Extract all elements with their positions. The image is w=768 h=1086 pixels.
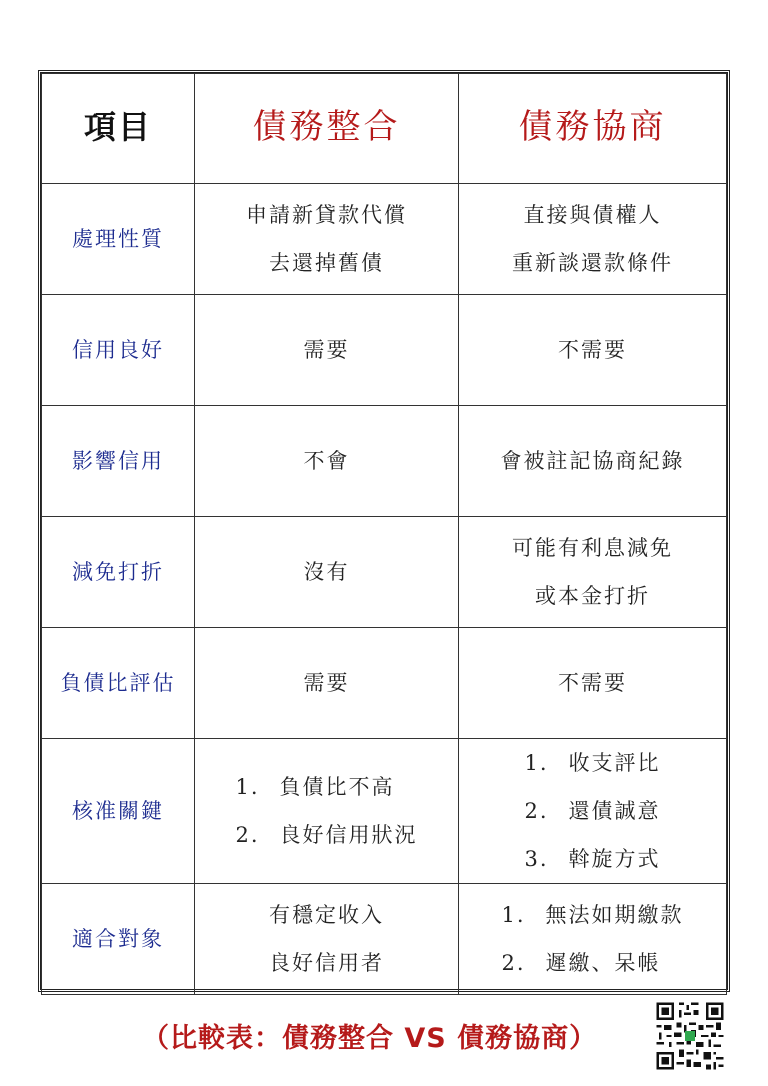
cell-negotiation: 不需要 [459,628,727,739]
row-label: 核准關鍵 [42,739,195,884]
table-row [42,517,727,628]
table-row [42,295,727,406]
cell-negotiation [459,739,727,884]
comparison-caption: （比較表：債務整合 VS 債務協商） [142,1023,598,1054]
row-label: 適合對象 [42,884,195,995]
table-row [42,884,727,995]
numbered-list: 1. 收支評比 2. 還債誠意 3. 斡旋方式 [524,751,661,871]
row-label: 負債比評估 [42,628,195,739]
comparison-table [38,70,730,992]
table-row [42,184,727,295]
cell-negotiation: 直接與債權人 重新談還款條件 [459,184,727,295]
qr-code-icon [654,1000,726,1072]
cell-consolidation: 需要 [195,628,459,739]
cell-consolidation: 申請新貸款代償 去還掉舊債 [195,184,459,295]
table-row [42,739,727,884]
cell-consolidation: 不會 [195,406,459,517]
cell-negotiation: 不需要 [459,295,727,406]
cell-consolidation [195,739,459,884]
cell-negotiation: 會被註記協商紀錄 [459,406,727,517]
cell-negotiation [459,884,727,995]
row-label: 信用良好 [42,295,195,406]
row-label: 處理性質 [42,184,195,295]
header-debt-negotiation: 債務協商 [459,74,727,184]
cell-consolidation: 沒有 [195,517,459,628]
cell-consolidation: 有穩定收入 良好信用者 [195,884,459,995]
table-header-row [42,74,727,184]
numbered-list: 1. 無法如期繳款 2. 遲繳、呆帳 [501,903,684,975]
cell-negotiation: 可能有利息減免 或本金打折 [459,517,727,628]
row-label: 影響信用 [42,406,195,517]
header-debt-consolidation: 債務整合 [195,74,459,184]
cell-consolidation: 需要 [195,295,459,406]
row-label: 減免打折 [42,517,195,628]
table-row [42,406,727,517]
header-item: 項目 [42,74,195,184]
numbered-list: 1. 負債比不高 2. 良好信用狀況 [235,775,418,847]
table-row [42,628,727,739]
